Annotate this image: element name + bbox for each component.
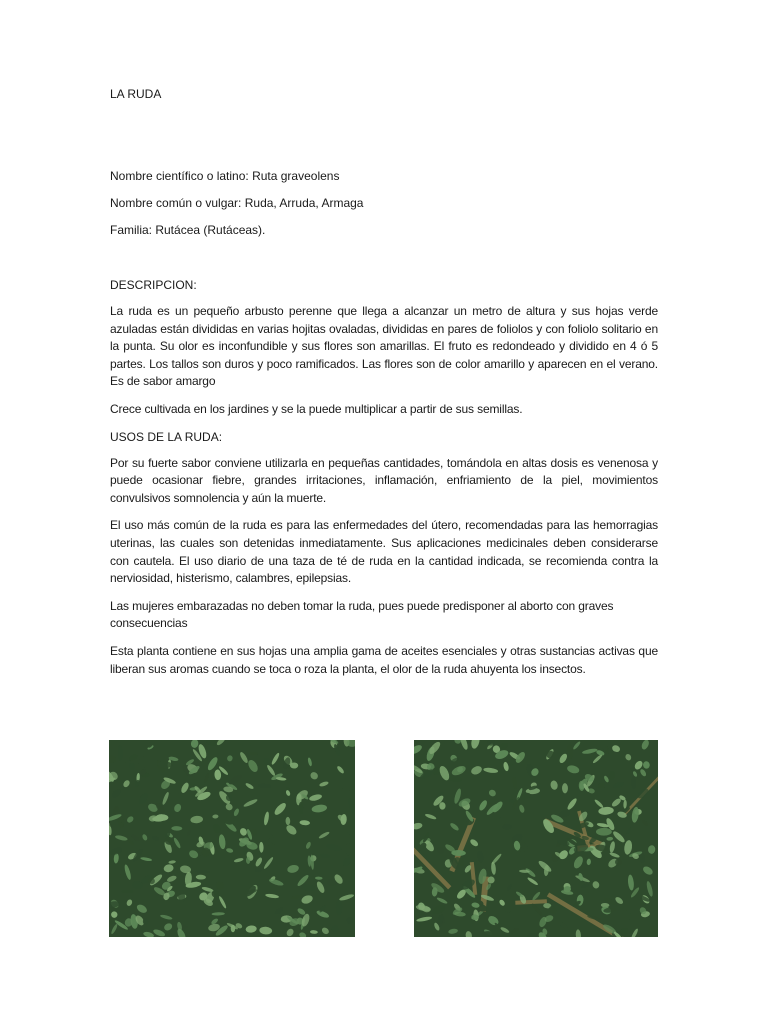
document-title: LA RUDA xyxy=(110,87,162,101)
ruda-stems-image xyxy=(414,740,658,937)
plant-fields xyxy=(110,168,658,249)
ruda-leaves-image xyxy=(109,740,355,937)
field-family: Familia: Rutácea (Rutáceas). xyxy=(110,223,266,237)
field-common-name: Nombre común o vulgar: Ruda, Arruda, Armaga xyxy=(110,196,364,210)
field-scientific-name: Nombre científico o latino: Ruta graveolens xyxy=(110,169,340,183)
usos-paragraph: El uso más común de la ruda es para las enfermedades del útero, recomendadas para las hemorragias uterinas, las cuales son detenidas inmediatamente. Sus aplicaciones medicinales deben considerarse con cautela. El uso diario de una taza de té de ruda en la cantidad indicada, se recomienda contra la nerviosidad, histerismo, calambres, epilepsias. xyxy=(110,518,658,586)
usos-heading: USOS DE LA RUDA: xyxy=(110,429,223,444)
descripcion-paragraph: La ruda es un pequeño arbusto perenne que llega a alcanzar un metro de altura y sus hojas verde azuladas están divididas en varias hojitas ovaladas, divididas en pares de foliolos y con foliolo solitario en la punta. Su olor es inconfundible y sus flores son amarillas. El fruto es redondeado y dividido en 4 ó 5 partes. Los tallos son duros y poco ramificados. Las flores son de color amarillo y aparecen en el verano. Es de sabor amargo xyxy=(110,304,658,389)
usos-paragraph: Por su fuerte sabor conviene utilizarla en pequeñas cantidades, tomándola en altas dosis es venenosa y puede ocasionar fiebre, grandes irritaciones, inflamación, enfriamiento de la piel, movimientos convulsivos somnolencia y aún la muerte. xyxy=(110,455,658,505)
ruda-photo-left xyxy=(109,740,355,937)
descripcion-heading: DESCRIPCION: xyxy=(110,278,197,292)
ruda-photo-right xyxy=(414,740,658,937)
usos-paragraph: Esta planta contiene en sus hojas una amplia gama de aceites esenciales y otras sustancias activas que liberan sus aromas cuando se toca o roza la planta, el olor de la ruda ahuyenta los insectos. xyxy=(110,643,658,676)
section-descripcion xyxy=(110,277,658,688)
descripcion-paragraph: Crece cultivada en los jardines y se la puede multiplicar a partir de sus semillas. xyxy=(110,401,523,416)
usos-paragraph: Las mujeres embarazadas no deben tomar la ruda, pues puede predisponer al aborto con graves consecuencias xyxy=(110,598,614,631)
